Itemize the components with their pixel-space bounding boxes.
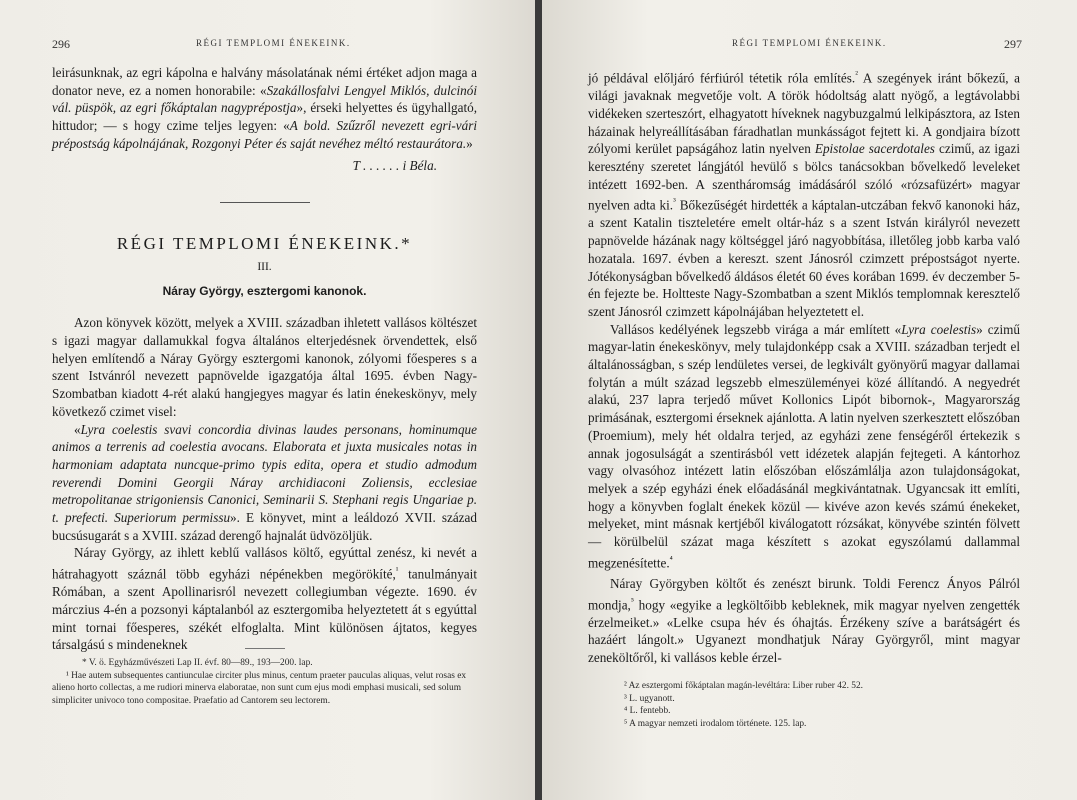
running-head: RÉGI TEMPLOMI ÉNEKEINK. [196, 38, 351, 48]
intro-paragraph [52, 64, 477, 153]
footnote-marker: ³ [673, 196, 676, 207]
text-run: », érseki helyettes és ügyhallgató, hittudor; — s hogy czime teljes legyen: « [52, 100, 477, 134]
italic-text-run: Szakállosfalvi Lengyel Miklós, dulcinói vál. püspök, az egri főkáptalan nagyprépostja [52, 82, 477, 116]
italic-text-run: A bold. Szűzről nevezett egri-vári prépostság kápolnájának, Rozgonyi Péter és saját nevéhez méltó restaurátora. [52, 118, 477, 151]
running-head: RÉGI TEMPLOMI ÉNEKEINK. [732, 38, 887, 48]
text-run: A szegények iránt bőkezű, a világi javaknak megvetője volt. A török hódoltság alatt nyögő, a legtávolabbi vidékeken szerteszórt, elhagyatott híveknek nagybuzgalmú lelkipásztora, az Isten házainak helyreállításában fáradhatlan munkásságot fejtett ki. A gondjaira bízott zólyomi kerület papságához latin nyelven [588, 70, 1020, 157]
page-number: 296 [52, 37, 70, 51]
footnote: ⁵ A magyar nemzeti irodalom története. 125. lap. [624, 718, 807, 729]
footnote: ² Az esztergomi főkáptalan magán-levéltára: Liber ruber 42. 52. [624, 681, 864, 691]
text-run: Vallásos kedélyének legszebb virága a már említett « [610, 321, 902, 337]
article-subtitle: Náray György, esztergomi kanonok. [162, 283, 367, 298]
page-number: 297 [1004, 37, 1022, 51]
footnote-marker: ⁴ [669, 553, 673, 564]
footnote: ⁴ L. fentebb. [624, 706, 671, 717]
body-paragraph [588, 321, 1020, 572]
footnote: * V. ö. Egyházművészeti Lap II. évf. 80—89., 193—200. lap. [82, 658, 313, 668]
text-run: tanulmányait Rómában, a szent Apollinarisról nevezett collegiumban végezte. 1690. év márczius 4-én a pozsonyi káptalanból az esztergomiba helyeztetett át s egyúttal mint tornai főesperes, székét elfoglalta. Mint különösen ájtatos, kegyes társalgású s mindeneknek [52, 566, 477, 653]
text-run: » czimű magyar-latin énekeskönyv, mely tulajdonképp csak a XVIII. században terjedt el általánosságban, s szép lendületes versei, de legkivált gyönyörű magyar dallamai folytán a múlt század legszebb elmeszüleményei közé állítandó. A negyedrét alakú, 237 lapra terjedő művet Kollonics Lipót bibornok-, Magyarország primásának, esztergomi érseknek ajánlotta. A latin nyelven szerkesztett előszóban (Proemium), mely hét oldalra terjed, az egyházi zene fenségéről értekezik s annak jogosulságát a szentirásból vett idézetek alapján fejtegeti. A kántorhoz vagy olvasóhoz intézett latin előszóban előszámlálja azon tulajdonságokat, melyek a szép egyházi ének előadásánál megkivántatnak. Ugyancsak itt említi, hogy a könyvben foglalt énekek közül — kivéve azon kevés számú énekeket, melyeket, mint másnak kertjéből kiválogatott rózsákat, könyvébe szintén fölvett — körülbelül százat maga készített s azokat egyszólamú dallammal megzenésítette. [588, 321, 1020, 571]
footnote-divider [245, 648, 285, 649]
text-run: Bőkezűségét hirdették a káptalan-utczában fekvő kanonoki ház, a szent Katalin tiszteletére emelt oltár-ház s a szent István királyról nevezett papnövelde házának nagy költséggel járó nagyobbítása, illetőleg jobb karba való hozatala. 1697. évben a kereszt. szent Jánosról czimzett prépostságot nyerte. Jótékonyságban bővelkedő áldásos életét 60 éves korában 1699. év deczember 5-én fejezte be. Holtteste Nagy-Szombatban a szent Miklós templomnak keresztelő szent Jánosról czimzett kápolnájában helyeztetett el. [588, 197, 1020, 319]
body-paragraph [588, 66, 1020, 321]
left-body-text [52, 64, 477, 654]
italic-text-run: Lyra coelestis [901, 321, 977, 337]
footnote: ¹ Hae autem subsequentes cantiunculae circiter plus minus, centum praeter pauculas aliquas, velut rosas ex alieno horto collectas, a me rudiori minerva elaboratae, non sunt cum ejus modi emphasi musicali, sed solum simpliciter univoco tono compositae. Praefatio ad Cantorem seu lectorem. [52, 670, 467, 706]
text-run: hogy «egyike a legköltőibb kebleknek, mik magyar nyelven zengették érzelmeiket.» «Lelke csupa hév és óhajtás. Érzékeny szíve a barátságért és hazáért lángolt.» Ugyanezt mondhatjuk Náray Györgyről, mint magyar zeneköltőről, ki vallásos keble érzel- [588, 596, 1020, 666]
text-run: leirásunknak, az egri kápolna e halvány másolatának némi értéket adjon maga a donator neve, ez a nomen honorabile: « [52, 65, 477, 98]
right-page [542, 0, 1077, 800]
right-body-text [588, 66, 1020, 667]
footnote-marker: ¹ [395, 565, 399, 576]
text-run: jó példával előljáró férfiúról tétetik róla említés. [588, 70, 856, 86]
body-paragraph-latin-title [52, 421, 477, 545]
left-page [0, 0, 535, 800]
italic-text-run: Lyra coelestis svavi concordia divinas laudes personans, hominumque animos a terrenis ad coelestia avocans. Elaborata et juxta musicales notas in harmoniam adaptata nuncque-primo typis edita, opera et studio admodum reverendi Domini Georgii Náray archidiaconi Zoliensis, ecclesiae metropolitanae strigoniensis Canonici, Seminarii S. Stephani regis Ungariae p. t. prefecti. Superiorum permissu [52, 421, 477, 526]
text-run: Náray Györgyben költőt és zenészt birunk. Toldi Ferencz Ányos Pálról mondja, [588, 575, 1020, 612]
right-footnotes [624, 680, 1020, 730]
article-title: RÉGI TEMPLOMI ÉNEKEINK.* [116, 234, 413, 254]
body-paragraph [588, 575, 1020, 667]
footnote: ³ L. ugyanott. [624, 693, 675, 704]
italic-text-run: Epistolae sacerdotales [814, 141, 935, 157]
part-number: III. [257, 260, 272, 273]
section-divider [220, 202, 310, 203]
book-gutter [535, 0, 542, 800]
text-run: czimű, az igazi keresztény szeretet lángjától hevülő s bölcs tanácsokban bővelkedő leveleket intézett 1692-ben. A szentháromság imádásáról szóló «rózsafüzért» magyar nyelven adta ki. [588, 141, 1021, 213]
text-run: » [466, 135, 473, 151]
author-signature: T . . . . . . i Béla. [352, 157, 437, 173]
text-run: Náray György, az ihlett keblű vallásos költő, egyúttal zenész, ki nevét a hátrahagyott száznál több egyházi népénekben megörökíté, [52, 545, 477, 582]
text-run: « [74, 421, 81, 437]
text-run: ». E könyvet, mint a leáldozó XVII. század bucsúsugarát s a XVIII. század derengő hajnalát üdvözöljük. [52, 510, 477, 543]
body-paragraph [52, 544, 477, 654]
body-paragraph: Azon könyvek között, melyek a XVIII. században ihletett vallásos költészet s igazi magyar dallamukkal fogva általános elterjedésnek örvendettek, első helyen említendő a Náray György esztergomi kanonok, zólyomi főesperes s a szent Istvánról nevezett papnövelde igazgatója által 1695. évben Nagy-Szombatban kiadott 4-rét alakú hangjegyes magyar és latin énekeskönyv, mely következő czimet visel: [52, 315, 477, 419]
footnote-marker: ² [855, 69, 858, 79]
footnote-marker: ⁵ [630, 595, 634, 606]
left-footnotes [52, 648, 477, 707]
